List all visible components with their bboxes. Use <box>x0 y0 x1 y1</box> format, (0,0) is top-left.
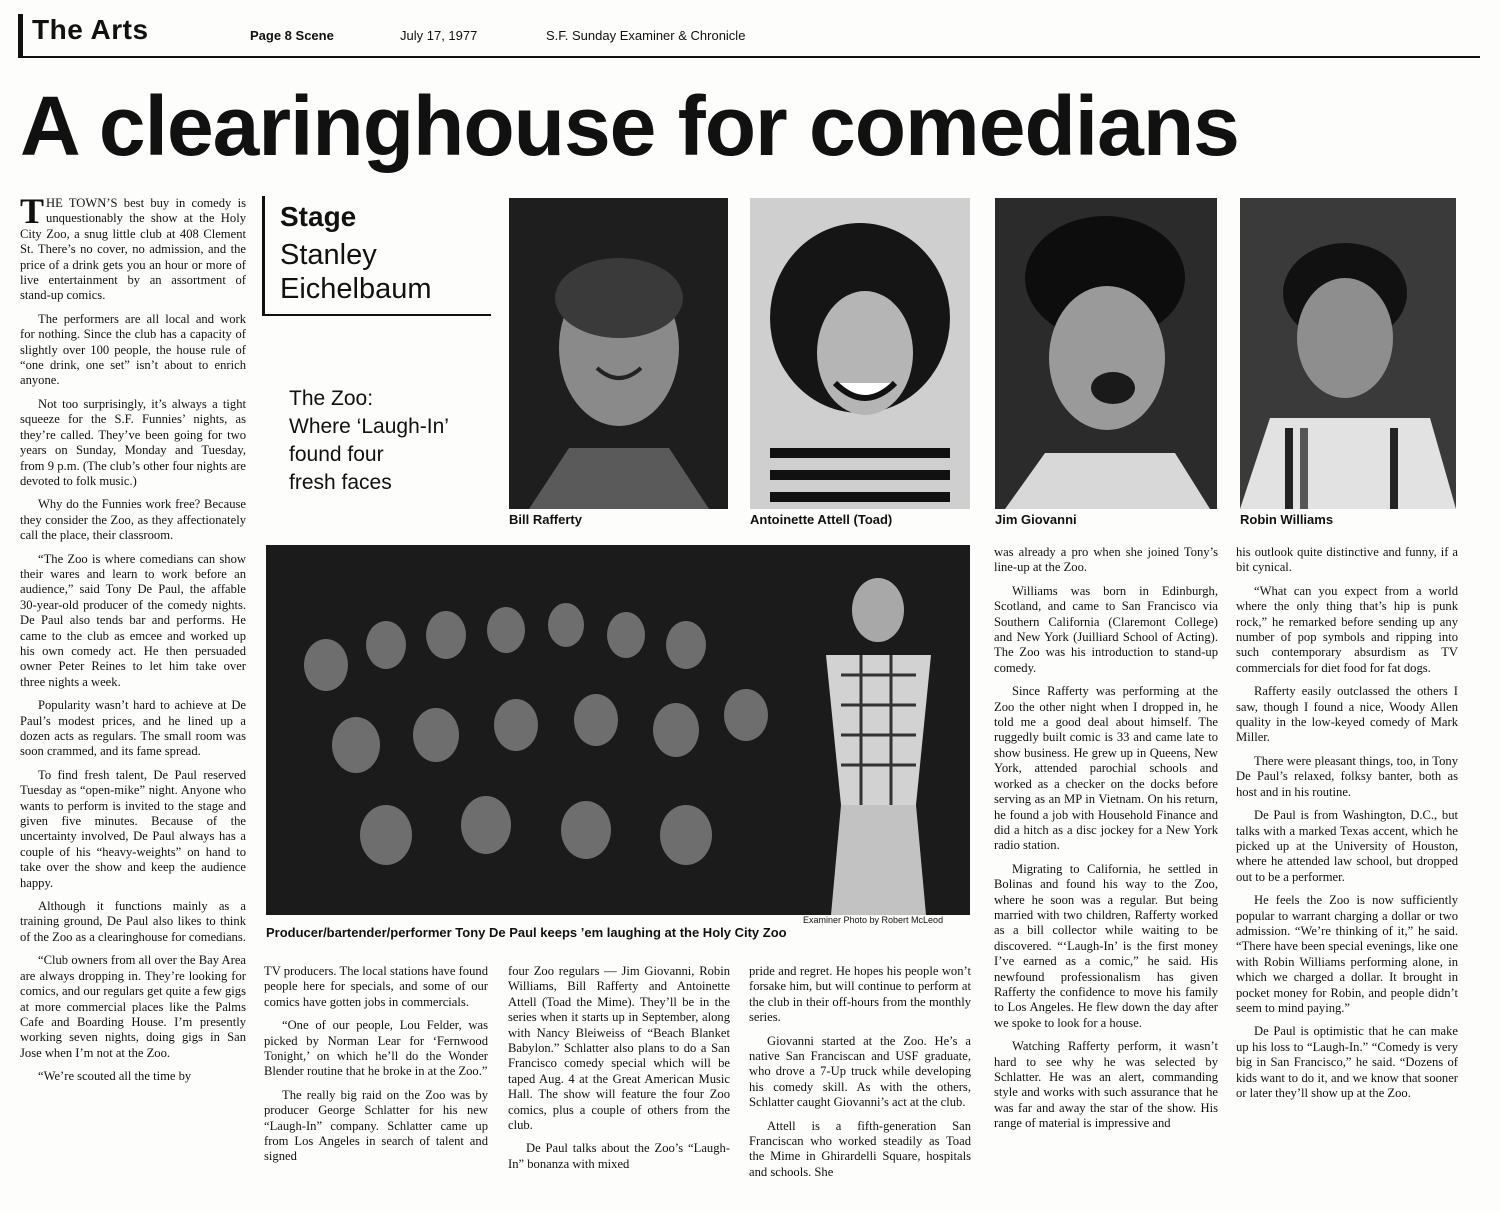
portrait-photo-attell <box>750 198 970 509</box>
portrait-photo-giovanni <box>995 198 1217 509</box>
paragraph: De Paul talks about the Zoo’s “Laugh-In” bonanza with mixed <box>508 1141 730 1171</box>
column-label: Stage <box>280 201 357 232</box>
article-column-1 <box>20 191 246 1093</box>
portrait-image <box>1240 198 1456 509</box>
newspaper-name: S.F. Sunday Examiner & Chronicle <box>546 28 746 43</box>
header-left-rule <box>18 14 23 56</box>
author-last-name: Eichelbaum <box>280 273 432 305</box>
paragraph: TV producers. The local stations have found people here for specials, and some of our comics have gotten jobs in commercials. <box>264 964 488 1009</box>
portrait-photo-williams <box>1240 198 1456 509</box>
paragraph: Giovanni started at the Zoo. He’s a native San Franciscan and USF graduate, who drove a 7-Up truck while developing his comedy skill. As with the others, Schlatter caught Giovanni’s act at the club. <box>749 1033 971 1110</box>
paragraph: To find fresh talent, De Paul reserved Tuesday as “open-mike” night. Anyone who wants to perform is invited to the stage and given five minutes. Because of the uncertainty involved, De Paul always has a couple of his “heavy-weights” on hand to take over the show and keep the audience happy. <box>20 767 246 890</box>
portrait-image <box>995 198 1217 509</box>
portrait-caption: Bill Rafferty <box>509 512 582 527</box>
paragraph: his outlook quite distinctive and funny, if a bit cynical. <box>1236 545 1458 575</box>
paragraph: Watching Rafferty perform, it wasn’t hard to see why he was selected by Schlatter. He was an alert, commanding style and works with such assurance that he was far and away the star of the show. His range of material is impressive and <box>994 1039 1218 1131</box>
paragraph: Not too surprisingly, it’s always a tight squeeze for the S.F. Funnies’ nights, as they’re called. They’ve been going for two years on Sunday, Monday and Tuesday, from 9 p.m. (The club’s other four nights are devoted to folk music.) <box>20 396 246 488</box>
drop-cap: T <box>20 191 45 231</box>
paragraph: four Zoo regulars — Jim Giovanni, Robin Williams, Bill Rafferty and Antoinette Attell (Toad the Mime). They’ll be in the series when it starts up in September, along with Nancy Bleiweiss of “Beach Blanket Babylon.” Schlatter also plans to do a San Francisco comedy special which will be taped Aug. 4 at the Great American Music Hall. The show will feature the four Zoo comics, plus a couple of others from the club. <box>508 964 730 1133</box>
deck-line: The Zoo: <box>289 387 374 410</box>
article-column-4-lower <box>749 964 971 1188</box>
article-column-3 <box>508 964 730 1180</box>
photo-credit: Examiner Photo by Robert McLeod <box>803 915 944 925</box>
page-label: Page 8 Scene <box>250 28 334 43</box>
paragraph: Williams was born in Edinburgh, Scotland, and came to San Francisco via Southern California (Claremont College) and New York (Juilliard School of Acting). The Zoo was his introduction to stand-up comedy. <box>994 583 1218 675</box>
portrait-caption: Robin Williams <box>1240 512 1334 527</box>
paragraph: The performers are all local and work for nothing. Since the club has a capacity of slightly over 100 people, the house rule of “one drink, one set” isn’t about to enrich anyone. <box>20 311 246 388</box>
paragraph: “Club owners from all over the Bay Area are always dropping in. They’re looking for comics, and our regulars get quite a few gigs at more commercial places like the Palms Cafe and Boarding House. I’m presently working seven nights, doing gigs in San Jose when I’m not at the Zoo. <box>20 953 246 1060</box>
paragraph: Since Rafferty was performing at the Zoo the other night when I dropped in, he told me a good deal about himself. The ruggedly built comic is 33 and came late to show business. He grew up in Queens, New York, attended parochial schools and worked as a checker on the docks before serving as an MP in Vietnam. On his return, he found a job with Household Finance and did a hitch as a disc jockey for a New York radio station. <box>994 684 1218 853</box>
paragraph: pride and regret. He hopes his people won’t forsake him, but will continue to perform at the club in their off-hours from the monthly series. <box>749 964 971 1025</box>
headline: A clearinghouse for comedians <box>20 79 1239 173</box>
paragraph: was already a pro when she joined Tony’s line-up at the Zoo. <box>994 545 1218 575</box>
paragraph: The really big raid on the Zoo was by producer George Schlatter for his new “Laugh-In” company. Schlatter came up from Los Angeles in search of talent and signed <box>264 1087 488 1164</box>
paragraph: De Paul is optimistic that he can make up his loss to “Laugh-In.” “Comedy is very big in San Francisco,” he said. “Dozens of kids want to do it, and we know that sooner or later they’ll show up at the Zoo. <box>1236 1024 1458 1100</box>
paragraph: Attell is a fifth-generation San Franciscan who worked steadily as Toad the Mime in Ghirardelli Square, hospitals and schools. She <box>749 1118 971 1179</box>
author-first-name: Stanley <box>280 239 377 271</box>
main-photo <box>266 545 970 915</box>
lead-paragraph <box>20 191 246 304</box>
page-header-rule <box>18 14 1480 58</box>
paragraph: “One of our people, Lou Felder, was picked by Norman Lear for ‘Fernwood Tonight,’ on which he’ll do the Wonder Blender routine that he broke in at the Zoo.” <box>264 1018 488 1079</box>
author-byline <box>280 238 432 306</box>
paragraph: De Paul is from Washington, D.C., but talks with a marked Texas accent, which he picked up at the University of Houston, where he attended law school, but dropped out to be a performer. <box>1236 808 1458 884</box>
paragraph: Rafferty easily outclassed the others I saw, though I found a nice, Woody Allen quality in the low-keyed comedy of Mark Miller. <box>1236 684 1458 745</box>
subheadline-deck <box>289 385 489 497</box>
paragraph: There were pleasant things, too, in Tony De Paul’s relaxed, folksy banter, both as host and in his routine. <box>1236 753 1458 799</box>
paragraph: “The Zoo is where comedians can show their wares and learn to work before an audience,” said Tony De Paul, the affable 30-year-old producer of the comedy nights. De Paul also tends bar and performs. He came to the club as emcee and worked up his own comedy act. He then persuaded owner Peter Reines to let him take over three nights a week. <box>20 551 246 689</box>
main-photo-caption: Producer/bartender/performer Tony De Paul keeps ’em laughing at the Holy City Zoo <box>266 925 787 940</box>
issue-date: July 17, 1977 <box>400 28 478 43</box>
section-name: The Arts <box>32 14 149 45</box>
crowd-image <box>266 545 970 915</box>
paragraph: Although it functions mainly as a training ground, De Paul also likes to think of the Zoo as a clearinghouse for comedians. <box>20 899 246 944</box>
article-column-2 <box>264 964 488 1173</box>
portrait-caption: Antoinette Attell (Toad) <box>750 512 893 527</box>
portrait-photo-rafferty <box>509 198 728 509</box>
deck-line: found four <box>289 443 384 466</box>
paragraph: “We’re scouted all the time by <box>38 1069 192 1084</box>
lead-text: HE TOWN’S best buy in comedy is unquestionably the show at the Holy City Zoo, a snug little club at 408 Clement St. There’s no cover, no admission, and the price of a drink gets you an hour or more of live entertainment by an assortment of stand-up comics. <box>20 196 246 303</box>
portrait-image <box>509 198 728 509</box>
article-column-5 <box>1236 545 1458 1109</box>
article-column-4 <box>994 545 1218 1140</box>
paragraph: “What can you expect from a world where the only thing that’s hip is punk rock,” he remarked before sending up any number of pop symbols and ripping into such contemporary absurdism as TV commercials for diet food for fat dogs. <box>1236 583 1458 675</box>
paragraph: Why do the Funnies work free? Because they consider the Zoo, as they affectionately call the place, their classroom. <box>20 497 246 543</box>
paragraph: Migrating to California, he settled in Bolinas and found his way to the Zoo, where he soon was a regular. But being married with two children, Rafferty worked as a bill collector while waiting to be discovered. “‘Laugh-In’ is the first money I’ve earned as a comic,” he said. His newfound professionalism has given Rafferty the confidence to move his family to Los Angeles. He flew down the day after we spoke to look for a house. <box>994 861 1218 1030</box>
portrait-caption: Jim Giovanni <box>995 512 1077 527</box>
paragraph: He feels the Zoo is now sufficiently popular to warrant charging a dollar or two admission. “We’re thinking of it,” he said. “There have been special evenings, like one with Robin Williams performing alone, in which we charged a dollar. It brought in pocket money for Robin, and people didn’t seem to mind paying.” <box>1236 893 1458 1015</box>
deck-line: fresh faces <box>289 471 392 494</box>
paragraph: Popularity wasn’t hard to achieve at De Paul’s modest prices, and he lined up a dozen acts as regulars. The small room was soon crammed, and its fame spread. <box>20 698 246 759</box>
deck-line: Where ‘Laugh-In’ <box>289 415 449 438</box>
portrait-image <box>750 198 970 509</box>
